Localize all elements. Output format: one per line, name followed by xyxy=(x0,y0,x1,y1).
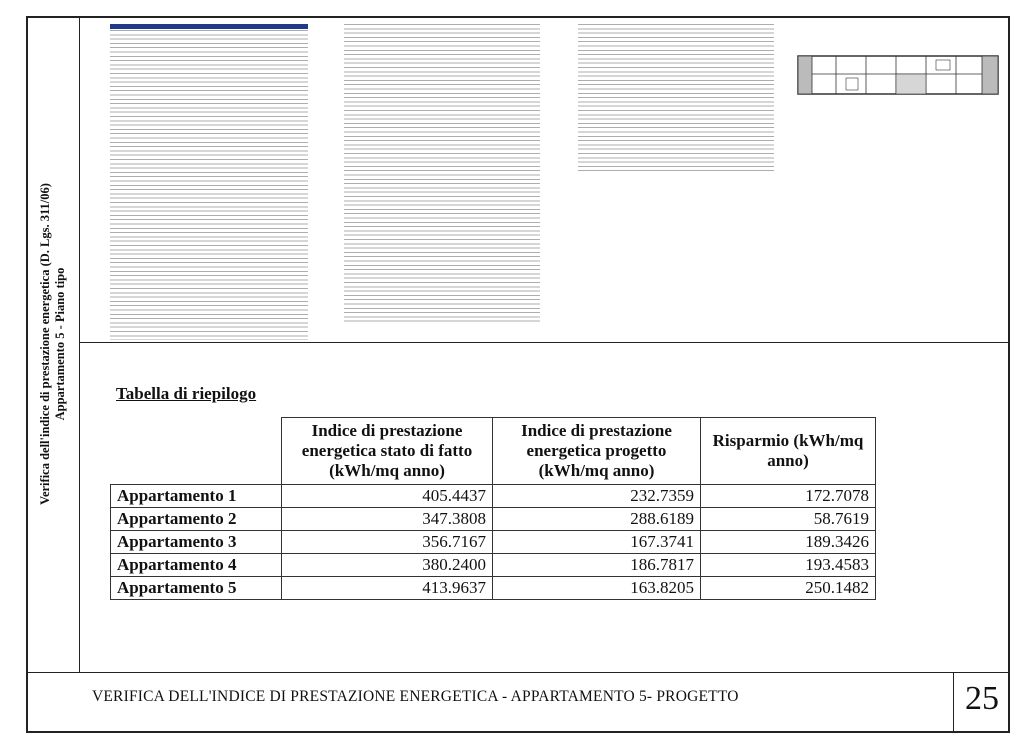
progetto-value: 167.3741 xyxy=(493,531,701,554)
summary-title: Tabella di riepilogo xyxy=(116,384,257,403)
thumbnail-rows xyxy=(578,24,774,172)
stato-value: 356.7167 xyxy=(282,531,493,554)
side-label xyxy=(38,24,68,664)
calculation-table-thumbnail-3 xyxy=(578,24,774,172)
page-number: 25 xyxy=(965,680,999,717)
progetto-value: 163.8205 xyxy=(493,577,701,600)
header-empty-cell xyxy=(111,418,282,485)
table-row xyxy=(111,554,876,577)
header-progetto: Indice di prestazione energetica progetto (kWh/mq anno) xyxy=(493,418,701,485)
side-label-line2: Appartamento 5 - Piano tipo xyxy=(52,267,67,421)
summary-table xyxy=(110,417,876,600)
footer-title: VERIFICA DELL'INDICE DI PRESTAZIONE ENERGETICA - APPARTAMENTO 5- PROGETTO xyxy=(92,688,739,705)
table-row xyxy=(111,577,876,600)
row-label: Appartamento 5 xyxy=(111,577,282,600)
calculation-table-thumbnail-2 xyxy=(344,24,540,324)
floor-plan-thumbnail xyxy=(796,52,1000,98)
progetto-value: 232.7359 xyxy=(493,485,701,508)
row-label: Appartamento 2 xyxy=(111,508,282,531)
risparmio-value: 58.7619 xyxy=(701,508,876,531)
table-row xyxy=(111,485,876,508)
risparmio-value: 172.7078 xyxy=(701,485,876,508)
stato-value: 380.2400 xyxy=(282,554,493,577)
stato-value: 347.3808 xyxy=(282,508,493,531)
table-row xyxy=(111,508,876,531)
section-divider xyxy=(80,342,1008,343)
header-risparmio: Risparmio (kWh/mq anno) xyxy=(701,418,876,485)
page-number-box xyxy=(953,672,1010,733)
side-label-panel xyxy=(26,16,80,672)
header-stato-di-fatto: Indice di prestazione energetica stato di fatto (kWh/mq anno) xyxy=(282,418,493,485)
footer-divider xyxy=(26,672,1010,673)
side-label-line1: Verifica dell'indice di prestazione energetica (D. Lgs. 311/06) xyxy=(37,183,52,505)
calculation-table-thumbnail-1 xyxy=(110,24,308,340)
thumbnail-header xyxy=(110,24,308,29)
progetto-value: 288.6189 xyxy=(493,508,701,531)
stato-value: 405.4437 xyxy=(282,485,493,508)
risparmio-value: 189.3426 xyxy=(701,531,876,554)
progetto-value: 186.7817 xyxy=(493,554,701,577)
thumbnail-rows xyxy=(110,30,308,340)
row-label: Appartamento 1 xyxy=(111,485,282,508)
risparmio-value: 250.1482 xyxy=(701,577,876,600)
stato-value: 413.9637 xyxy=(282,577,493,600)
row-label: Appartamento 4 xyxy=(111,554,282,577)
row-label: Appartamento 3 xyxy=(111,531,282,554)
table-row xyxy=(111,531,876,554)
summary-header-row xyxy=(111,418,876,485)
thumbnail-rows xyxy=(344,24,540,324)
risparmio-value: 193.4583 xyxy=(701,554,876,577)
